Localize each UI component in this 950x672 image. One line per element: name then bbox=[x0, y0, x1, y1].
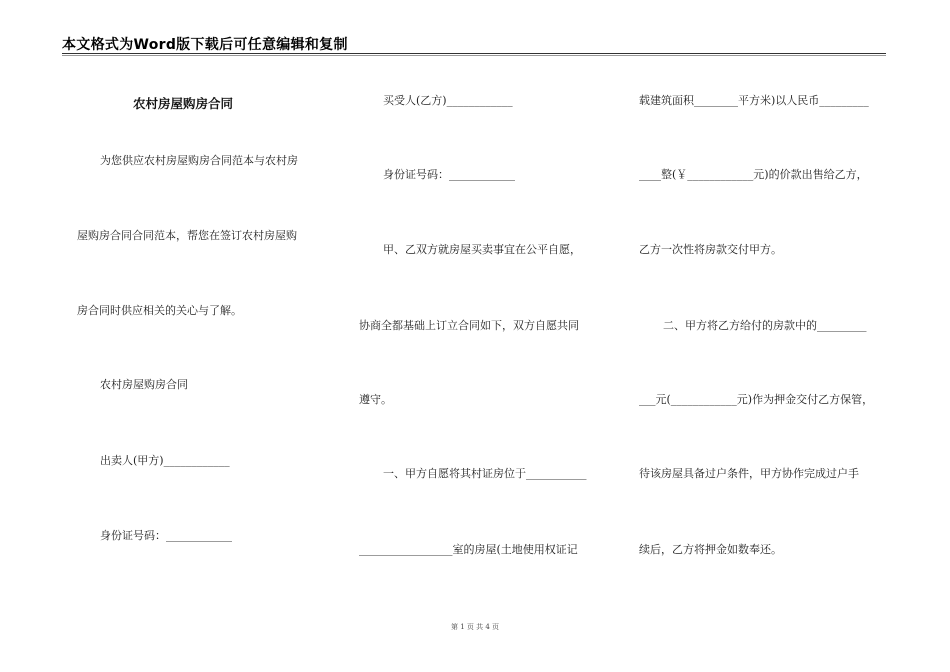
col1-line-6: 身份证号码：____________ bbox=[100, 529, 232, 542]
col3-line-3: 乙方一次性将房款交付甲方。 bbox=[639, 243, 782, 256]
col2-line-2: 身份证号码：____________ bbox=[383, 168, 515, 181]
col3-line-6: 待该房屋具备过户条件，甲方协作完成过户手 bbox=[639, 467, 859, 480]
page-number: 第 1 页 共 4 页 bbox=[450, 623, 500, 631]
col2-line-5: 遵守。 bbox=[359, 393, 392, 406]
col2-line-1: 买受人(乙方)____________ bbox=[383, 94, 513, 107]
contract-title: 农村房屋购房合同 bbox=[133, 96, 234, 111]
col1-line-3: 房合同时供应相关的关心与了解。 bbox=[77, 304, 242, 317]
col2-line-4: 协商全都基础上订立合同如下，双方自愿共同 bbox=[359, 319, 579, 332]
col3-line-4: 二、甲方将乙方给付的房款中的_________ bbox=[663, 319, 867, 332]
col3-line-2: ____整(￥____________元)的价款出售给乙方， bbox=[639, 168, 868, 181]
header-rule bbox=[62, 53, 886, 54]
col2-line-7: _________________室的房屋(土地使用权证记 bbox=[359, 543, 578, 556]
col1-line-1: 为您供应农村房屋购房合同范本与农村房 bbox=[100, 154, 298, 167]
col2-line-6: 一、甲方自愿将其村证房位于___________ bbox=[383, 467, 587, 480]
col3-line-1: 载建筑面积________平方米)以人民币_________ bbox=[639, 94, 869, 107]
col1-line-4: 农村房屋购房合同 bbox=[100, 378, 188, 391]
col3-line-7: 续后，乙方将押金如数奉还。 bbox=[639, 543, 782, 556]
col1-line-2: 屋购房合同合同范本，帮您在签订农村房屋购 bbox=[77, 229, 297, 242]
header-rule-thin bbox=[62, 55, 886, 56]
col3-line-5: ___元(____________元)作为押金交付乙方保管， bbox=[639, 393, 874, 406]
col1-line-5: 出卖人(甲方)____________ bbox=[100, 454, 230, 467]
header-title: 本文格式为Word版下载后可任意编辑和复制 bbox=[62, 37, 348, 53]
col2-line-3: 甲、乙双方就房屋买卖事宜在公平自愿， bbox=[383, 243, 581, 256]
